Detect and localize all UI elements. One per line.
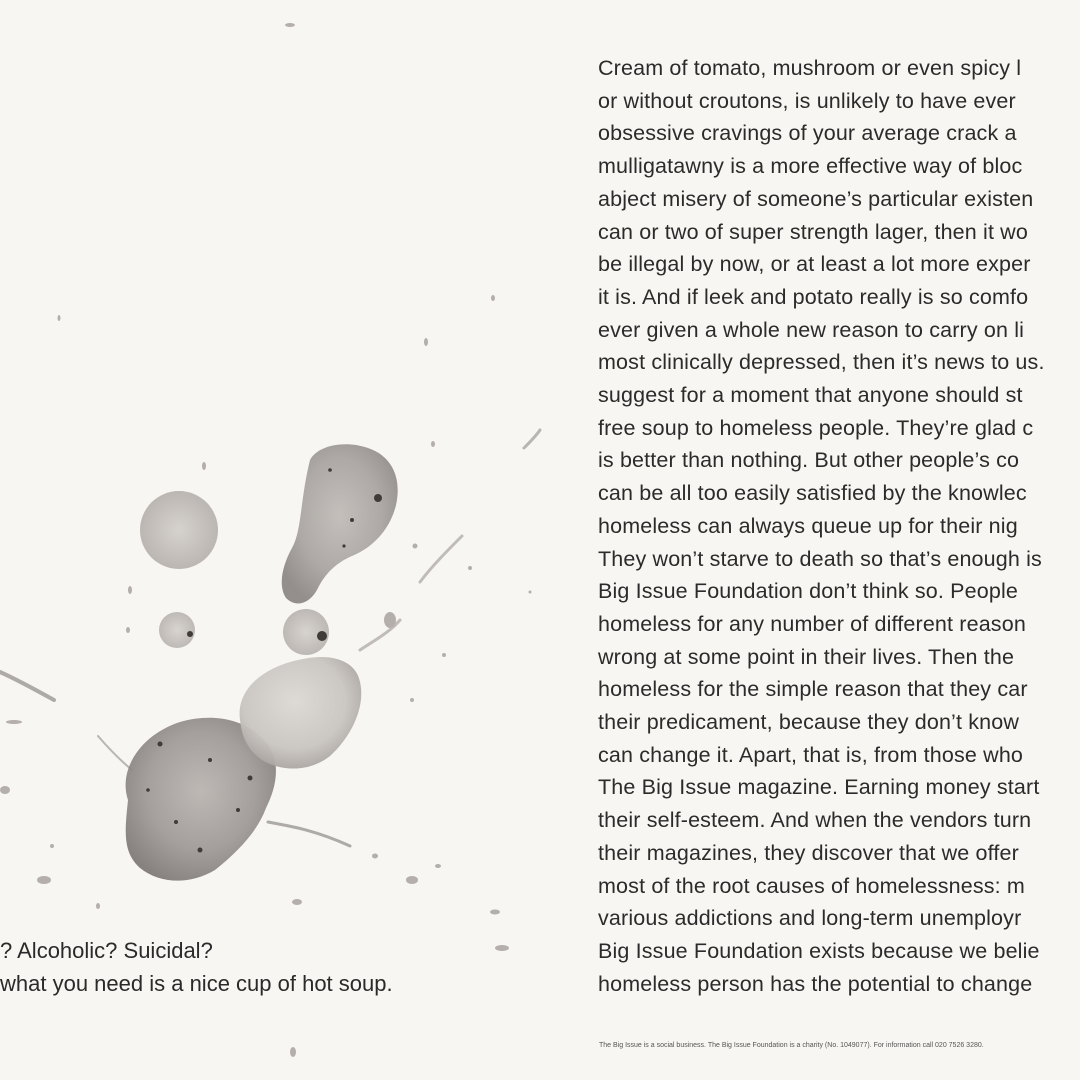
body-copy-line: can be all too easily satisfied by the knowlec	[598, 481, 1027, 506]
body-copy-line: suggest for a moment that anyone should st	[598, 383, 1023, 408]
body-copy-line: abject misery of someone’s particular existen	[598, 186, 1034, 211]
body-copy-line: most of the root causes of homelessness: m	[598, 873, 1025, 898]
body-copy-line: homeless person has the potential to change	[598, 971, 1033, 996]
body-copy-line: They won’t starve to death so that’s enough is	[598, 546, 1042, 571]
body-copy-line: obsessive cravings of your average crack a	[598, 121, 1017, 146]
body-copy-line: Cream of tomato, mushroom or even spicy l	[598, 56, 1022, 80]
body-copy-line: homeless can always queue up for their nig	[598, 513, 1018, 538]
splatter-streak	[524, 430, 540, 448]
splatter-streak	[268, 822, 350, 846]
body-copy-line: wrong at some point in their lives. Then the	[598, 644, 1015, 669]
headline-line-2: what you need is a nice cup of hot soup.	[0, 971, 393, 996]
body-copy-line: can change it. Apart, that is, from those who	[598, 742, 1024, 767]
splatter-droplets	[0, 23, 532, 1057]
headline-line-1: ? Alcoholic? Suicidal?	[0, 938, 213, 963]
body-copy-line: their magazines, they discover that we offer	[598, 840, 1019, 865]
body-copy-line: or without croutons, is unlikely to have ever	[598, 88, 1016, 113]
footer-note: The Big Issue is a social business. The Big Issue Foundation is a charity (No. 1049077). For information call 020 7526 3280.	[599, 1042, 984, 1049]
body-copy-line: is better than nothing. But other people’s co	[598, 448, 1020, 473]
splatter-circle-large	[140, 491, 218, 569]
body-copy-line: various addictions and long-term unemployr	[598, 906, 1022, 931]
splatter-blob-upper	[282, 444, 398, 603]
body-copy-line: their predicament, because they don’t know	[598, 710, 1020, 735]
body-copy-line: be illegal by now, or at least a lot more exper	[598, 252, 1031, 277]
body-copy-line: can or two of super strength lager, then it wo	[598, 219, 1028, 244]
body-copy-line: ever given a whole new reason to carry on li	[598, 317, 1025, 342]
body-copy-line: free soup to homeless people. They’re glad c	[598, 415, 1034, 440]
splatter-circle-small	[159, 612, 195, 648]
splatter-streak	[420, 536, 462, 582]
body-copy-line: The Big Issue magazine. Earning money start	[598, 775, 1040, 800]
body-copy-line: mulligatawny is a more effective way of bloc	[598, 154, 1023, 179]
body-copy-line: homeless for any number of different reason	[598, 611, 1026, 636]
splatter-streak	[98, 736, 132, 770]
splatter-streak	[0, 672, 54, 700]
body-copy-line: most clinically depressed, then it’s news to us.	[598, 350, 1045, 375]
body-copy-line: homeless for the simple reason that they car	[598, 677, 1028, 702]
body-copy-line: their self-esteem. And when the vendors turn	[598, 808, 1032, 833]
body-copy	[598, 52, 1080, 1000]
body-copy-line: Big Issue Foundation exists because we belie	[598, 938, 1040, 963]
body-copy-line: Big Issue Foundation don’t think so. People	[598, 579, 1018, 604]
headline	[0, 934, 560, 1000]
body-copy-line: it is. And if leek and potato really is so comfo	[598, 284, 1029, 309]
splatter-blob-middle	[240, 657, 362, 769]
